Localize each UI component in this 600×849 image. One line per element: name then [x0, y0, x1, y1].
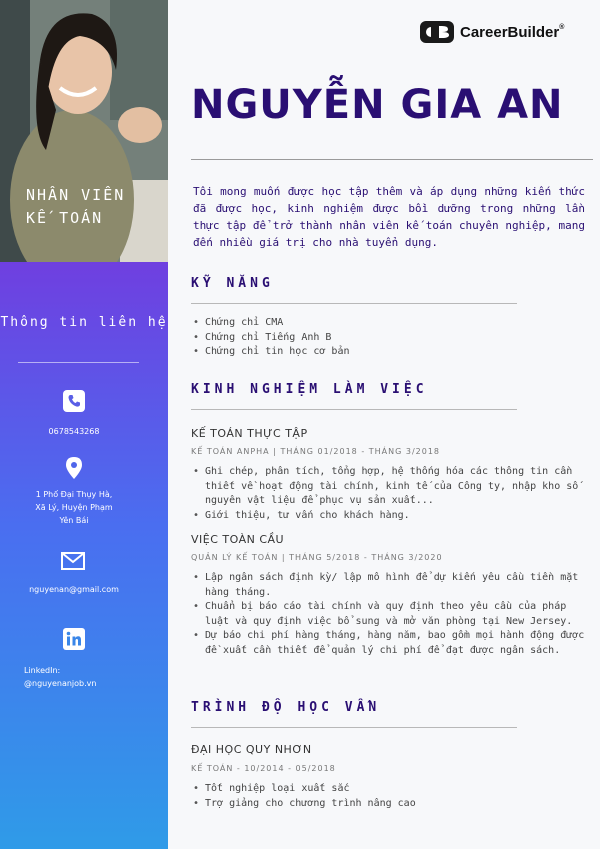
sidebar [0, 0, 168, 849]
careerbuilder-logo[interactable] [420, 20, 564, 44]
duty-item: • Dự báo chi phí hàng tháng, hàng năm, bao gồm mọi hành động được đề xuất cần thiết để quản lý chi phí để đạt được ngân sách. [191, 629, 586, 658]
education-heading: TRÌNH ĐỘ HỌC VẤN [191, 700, 381, 715]
location-pin-icon [63, 457, 85, 479]
education-meta: KẾ TOÁN - 10/2014 - 05/2018 [191, 764, 336, 773]
job-2-duties [191, 571, 586, 658]
skills-divider [191, 303, 517, 304]
careerbuilder-logo-icon [420, 21, 454, 43]
email-address[interactable]: nguyenan@gmail.com [29, 585, 119, 594]
header-divider [191, 159, 593, 160]
address [0, 488, 148, 527]
envelope-icon [61, 552, 85, 570]
education-list [191, 782, 586, 811]
job-meta-1: KẾ TOÁN ANPHA | THÁNG 01/2018 - THÁNG 3/2018 [191, 447, 440, 456]
job-meta-2: QUẢN LÝ KẾ TOÁN | THÁNG 5/2018 - THÁNG 3/2020 [191, 553, 443, 562]
education-item: • Trợ giảng cho chương trình nâng cao [191, 797, 586, 812]
duty-item: • Chuẩn bị báo cáo tài chính và quy định theo yêu cầu của pháp luật và quy định việc bổ sung và mở văn phòng tại New Jersey. [191, 600, 586, 629]
logo-text [460, 24, 564, 41]
experience-divider [191, 409, 517, 410]
main-content [168, 0, 600, 849]
experience-heading: KINH NGHIỆM LÀM VIỆC [191, 382, 428, 397]
logo-wordmark: CareerBuilder [460, 23, 560, 41]
address-line-3: Yên Bái [59, 516, 89, 525]
profile-photo [0, 0, 168, 262]
duty-item: • Ghi chép, phân tích, tổng hợp, hệ thống hóa các thông tin cần thiết về hoạt động tài chính, kinh tế của Công ty, nhập kho số nguyên vật liệu để phục vụ sản xuất... [191, 465, 586, 509]
phone-icon [63, 390, 85, 412]
skill-item: • Chứng chỉ CMA [191, 316, 586, 331]
skill-item: • Chứng chỉ tin học cơ bản [191, 345, 586, 360]
skill-item: • Chứng chỉ Tiếng Anh B [191, 331, 586, 346]
duty-item: • Giới thiệu, tư vấn cho khách hàng. [191, 509, 586, 524]
address-line-1: 1 Phố Đại Thụy Hà, [35, 490, 113, 499]
candidate-name: NGUYỄN GIA AN [191, 82, 564, 128]
job-1-duties [191, 465, 586, 523]
career-objective: Tôi mong muốn được học tập thêm và áp dụng những kiến thức đã được học, kinh nghiệm được bồi dưỡng trong những lần thực tập để trở thành nhân viên kế toán chuyên nghiệp, mang đến nhiều giá trị cho nhà tuyển dụng. [193, 185, 585, 249]
phone-number[interactable]: 0678543268 [48, 427, 100, 436]
contact-divider [18, 362, 139, 363]
logo-registered-mark: ® [559, 23, 565, 31]
job-title-1: KẾ TOÁN THỰC TẬP [191, 427, 308, 440]
address-line-2: Xã Lý, Huyện Phạm [35, 503, 113, 512]
contact-panel [0, 262, 168, 849]
linkedin-icon [63, 628, 85, 650]
education-divider [191, 727, 517, 728]
duty-item: • Lập ngân sách định kỳ/ lập mô hình để dự kiến yêu cầu tiền mặt hàng tháng. [191, 571, 586, 600]
job-title: NHÂN VIÊN KẾ TOÁN [26, 186, 126, 227]
linkedin-handle[interactable]: @nguyenanjob.vn [24, 679, 97, 688]
skills-heading: KỸ NĂNG [191, 276, 274, 291]
education-item: • Tốt nghiệp loại xuất sắc [191, 782, 586, 797]
linkedin-label: LinkedIn: [24, 666, 61, 675]
skills-list [191, 316, 586, 360]
contact-title: Thông tin liên hệ [0, 315, 168, 330]
job-title-2: VIỆC TOÀN CẦU [191, 533, 285, 546]
school-name: ĐẠI HỌC QUY NHƠN [191, 743, 312, 756]
